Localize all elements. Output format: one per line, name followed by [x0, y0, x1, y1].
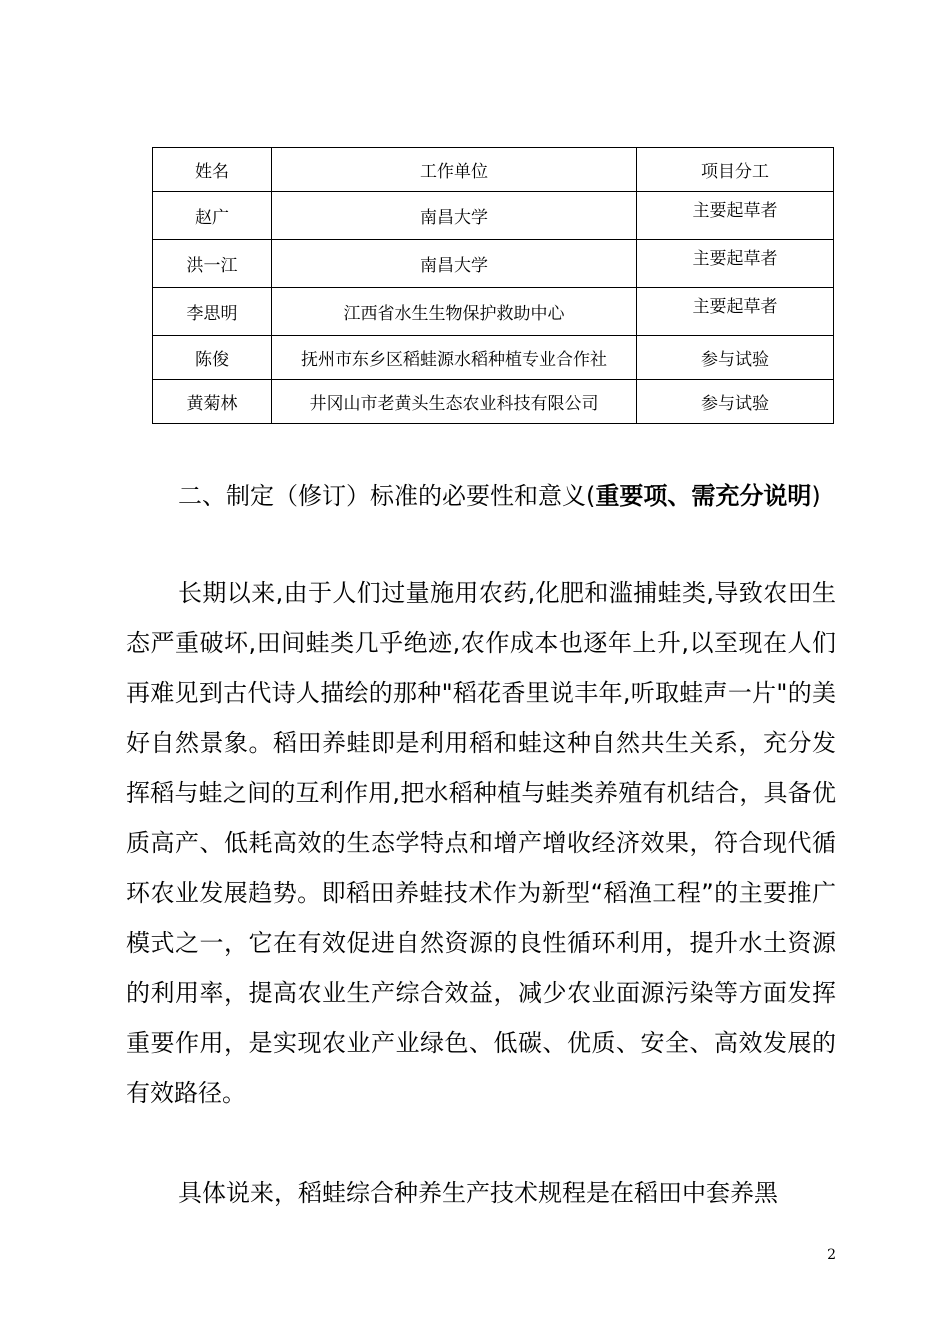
cell-unit: 井冈山市老黄头生态农业科技有限公司 [272, 380, 637, 424]
cell-name: 赵广 [153, 192, 272, 240]
heading-prefix: 二、制定（修订）标准的必要性和意义( [178, 482, 596, 510]
cell-name: 洪一江 [153, 240, 272, 288]
cell-role: 主要起草者 [637, 288, 834, 336]
table-row [153, 380, 834, 424]
cell-unit: 江西省水生生物保护救助中心 [272, 288, 637, 336]
cell-unit: 南昌大学 [272, 240, 637, 288]
table-row [153, 192, 834, 240]
table-header-row [153, 148, 834, 192]
cell-unit: 南昌大学 [272, 192, 637, 240]
page-number: 2 [827, 1247, 836, 1263]
section-heading [126, 472, 836, 520]
header-role: 项目分工 [637, 148, 834, 192]
table-row [153, 288, 834, 336]
cell-name: 陈俊 [153, 336, 272, 380]
drafters-table [152, 147, 834, 424]
paragraph-necessity: 长期以来,由于人们过量施用农药,化肥和滥捕蛙类,导致农田生态严重破坏,田间蛙类几乎绝迹,农作成本也逐年上升,以至现在人们再难见到古代诗人描绘的那种"稻花香里说丰年,听取蛙声一片"的美好自然景象。稻田养蛙即是利用稻和蛙这种自然共生关系，充分发挥稻与蛙之间的互利作用,把水稻种植与蛙类养殖有机结合，具备优质高产、低耗高效的生态学特点和增产增收经济效果，符合现代循环农业发展趋势。即稻田养蛙技术作为新型“稻渔工程”的主要推广模式之一，它在有效促进自然资源的良性循环利用，提升水土资源的利用率，提高农业生产综合效益，减少农业面源污染等方面发挥重要作用，是实现农业产业绿色、低碳、优质、安全、高效发展的有效路径。 [126, 579, 836, 1107]
header-name: 姓名 [153, 148, 272, 192]
paragraph-specifics: 具体说来，稻蛙综合种养生产技术规程是在稻田中套养黑 [178, 1179, 778, 1207]
cell-name: 黄菊林 [153, 380, 272, 424]
cell-name: 李思明 [153, 288, 272, 336]
cell-unit: 抚州市东乡区稻蛙源水稻种植专业合作社 [272, 336, 637, 380]
cell-role: 参与试验 [637, 380, 834, 424]
cell-role: 主要起草者 [637, 192, 834, 240]
header-unit: 工作单位 [272, 148, 637, 192]
table-row [153, 336, 834, 380]
heading-emphasis: 重要项、需充分说明 [595, 482, 812, 510]
table-row [153, 240, 834, 288]
cell-role: 主要起草者 [637, 240, 834, 288]
cell-role: 参与试验 [637, 336, 834, 380]
heading-suffix: ) [811, 482, 821, 510]
